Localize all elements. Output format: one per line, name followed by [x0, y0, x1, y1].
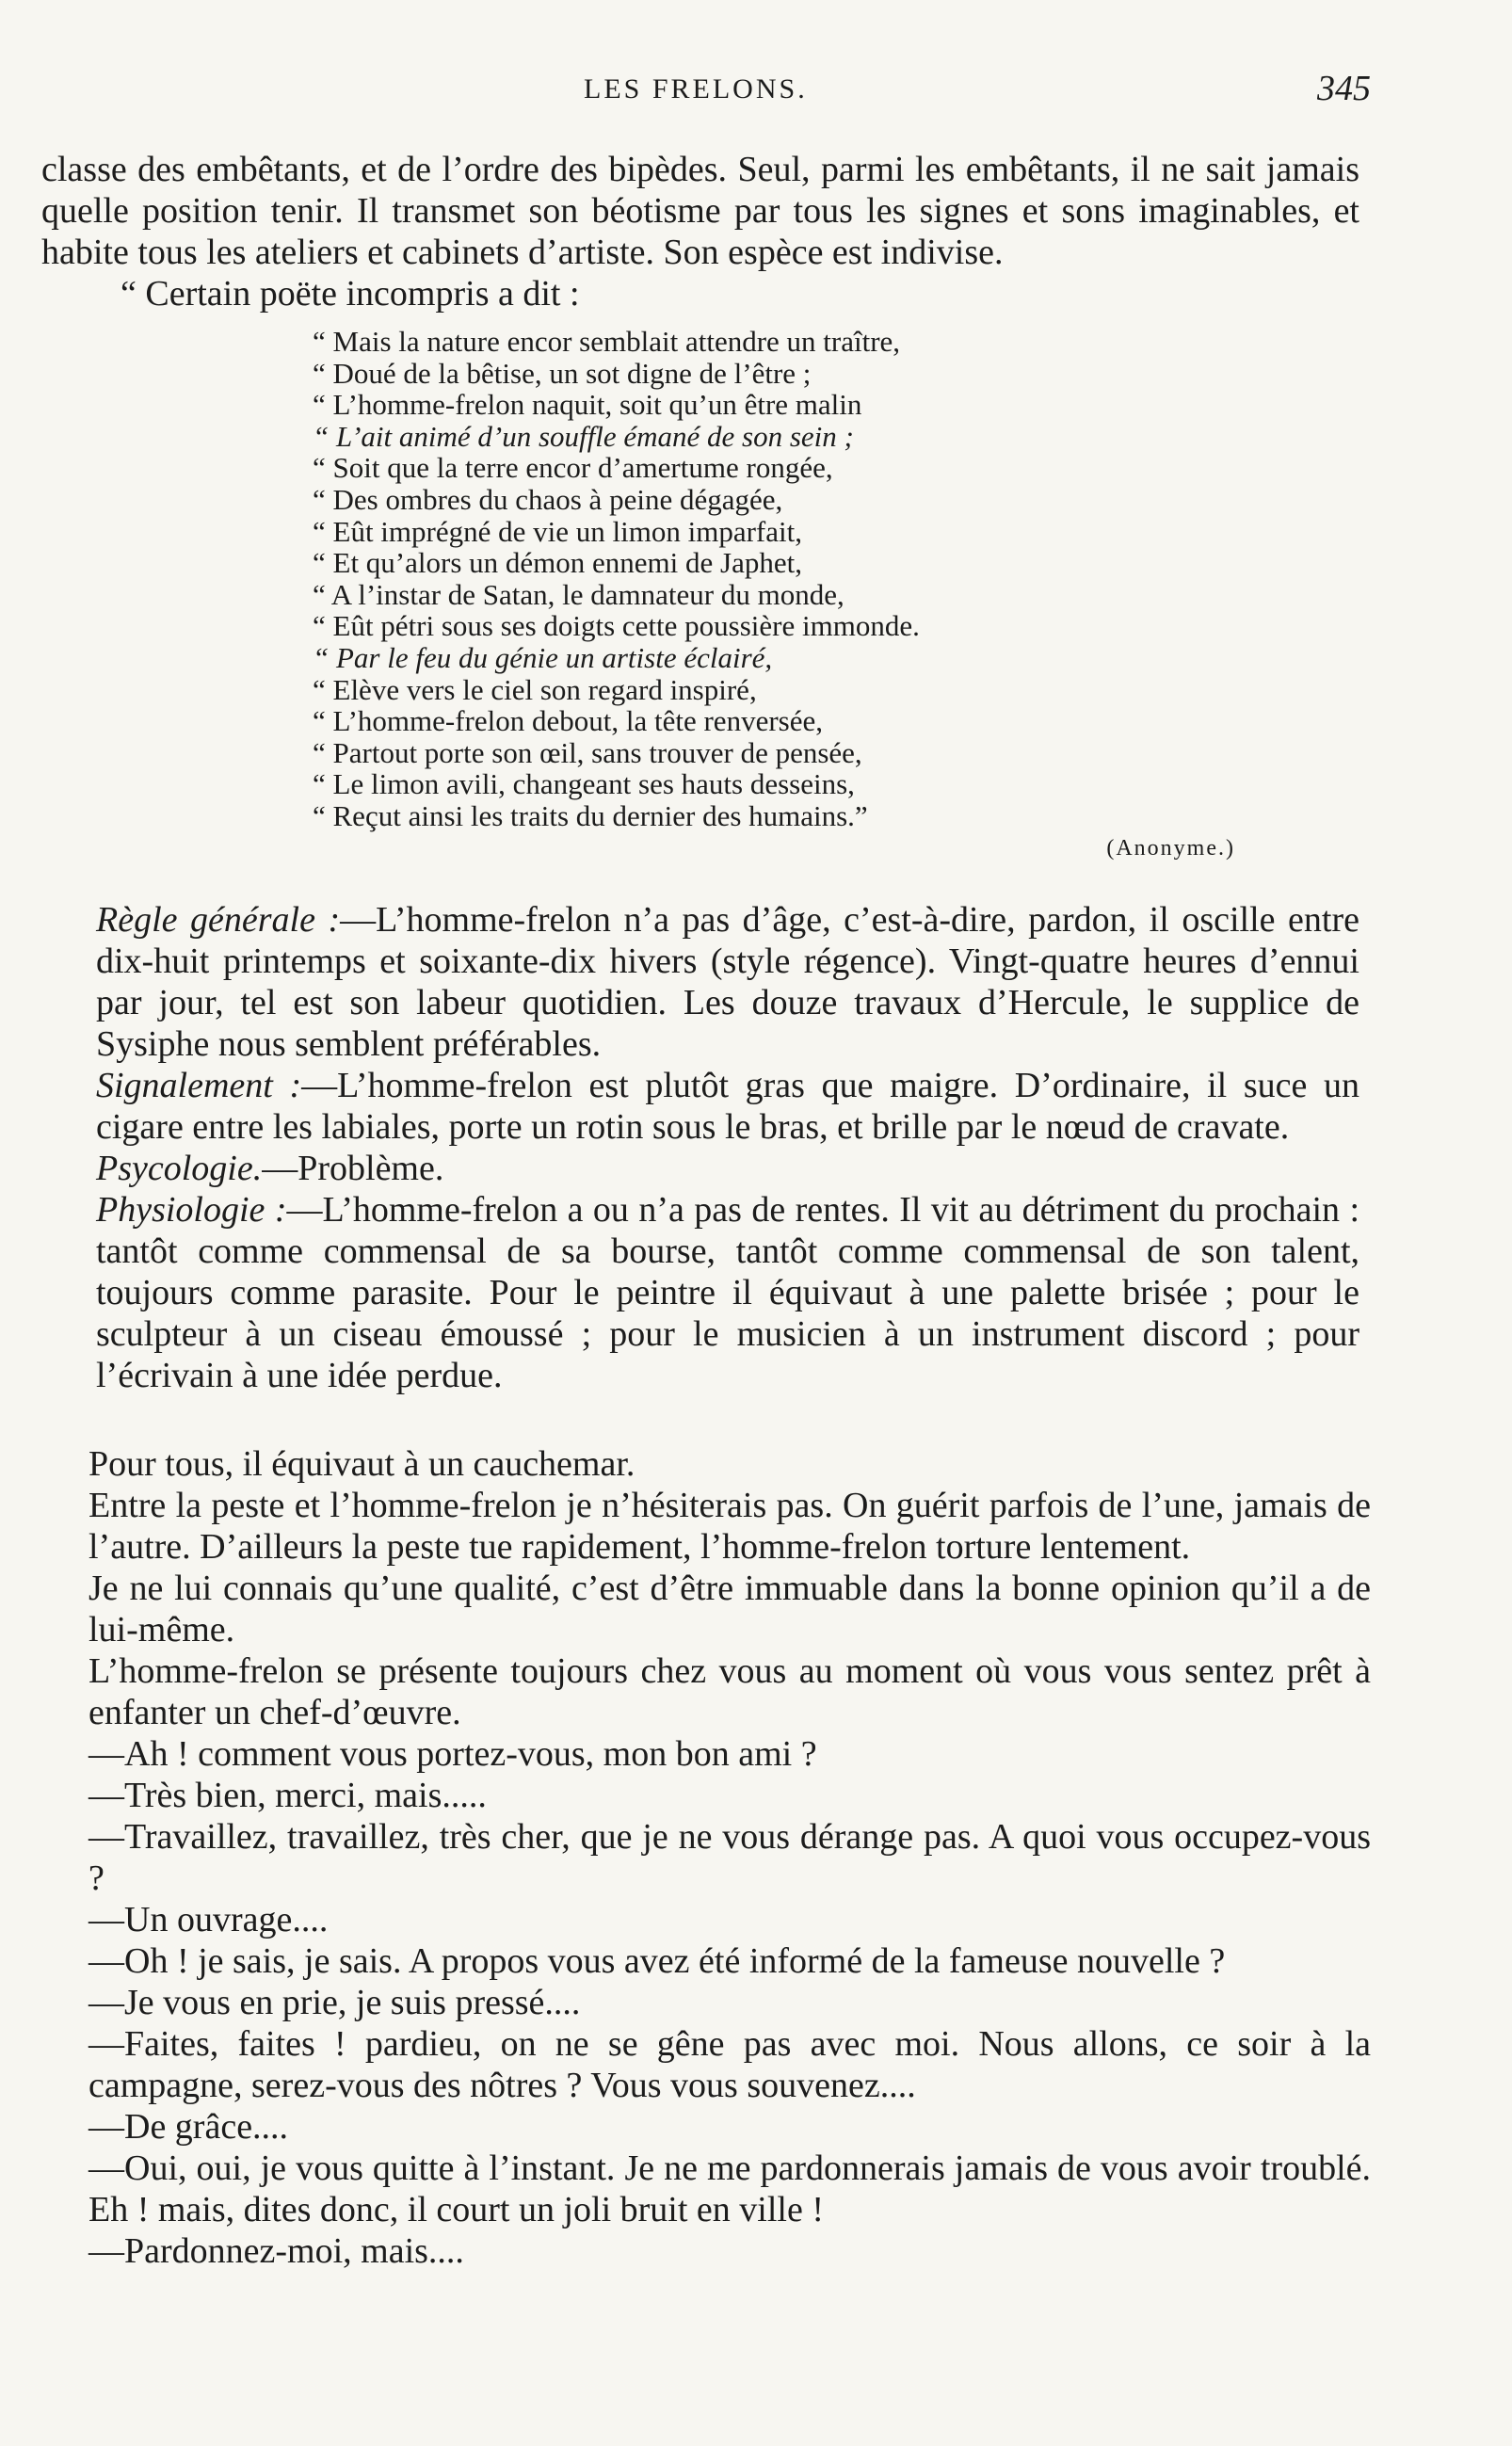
poem — [313, 326, 1273, 861]
body-paragraph: Pour tous, il équivaut à un cauchemar. — [88, 1444, 635, 1484]
poem-line: “ Par le feu du génie un artiste éclairé, — [313, 640, 773, 674]
section-regle-generale — [41, 899, 1359, 1065]
poem-line: “ Et qu’alors un démon ennemi de Japhet, — [313, 546, 802, 580]
poem-line: “ Elève vers le ciel son regard inspiré, — [313, 672, 757, 706]
poem-line: “ Partout porte son œil, sans trouver de pensée, — [313, 735, 862, 769]
poem-line: “ L’ait animé d’un souffle émané de son sein ; — [313, 419, 854, 453]
dialogue-line: —Je vous en prie, je suis pressé.... — [88, 1983, 581, 2022]
sections-block — [41, 899, 1359, 1396]
dialogue-line: —Oui, oui, je vous quitte à l’instant. Je ne me pardonnerais jamais de vous avoir troublé. Eh ! mais, dites donc, il court un joli bruit en ville ! — [88, 2148, 1371, 2229]
dialogue-line: —Faites, faites ! pardieu, on ne se gêne pas avec moi. Nous allons, ce soir à la campagne, serez-vous des nôtres ? Vous vous souvenez.... — [88, 2024, 1371, 2105]
quote-intro: “ Certain poëte incompris a dit : — [121, 274, 580, 314]
section-psycologie — [41, 1148, 1359, 1189]
dialogue-line: —Travaillez, travaillez, très cher, que je ne vous dérange pas. A quoi vous occupez-vous ? — [88, 1817, 1371, 1898]
section-label: Signalement : — [96, 1066, 302, 1105]
poem-line: “ L’homme-frelon naquit, soit qu’un être malin — [313, 388, 862, 422]
section-label: Règle générale : — [96, 900, 341, 940]
body-paragraph: L’homme-frelon se présente toujours chez vous au moment où vous vous sentez prêt à enfanter un chef-d’œuvre. — [88, 1651, 1371, 1732]
poem-line: “ Doué de la bêtise, un sot digne de l’être ; — [313, 356, 812, 390]
poem-line: “ Soit que la terre encor d’amertume rongée, — [313, 451, 833, 485]
dialogue-line: —Un ouvrage.... — [88, 1900, 329, 1939]
section-label: Physiologie : — [96, 1190, 287, 1230]
section-label: Psycologie. — [96, 1149, 263, 1188]
body-paragraph: Je ne lui connais qu’une qualité, c’est d’être immuable dans la bonne opinion qu’il a de lui-même. — [88, 1569, 1371, 1649]
dialogue-line: —De grâce.... — [88, 2107, 289, 2147]
page-header — [0, 69, 1512, 121]
dialogue-line: —Très bien, merci, mais..... — [88, 1776, 487, 1815]
section-signalement — [41, 1065, 1359, 1148]
intro-block — [41, 149, 1359, 314]
poem-line: “ Mais la nature encor semblait attendre un traître, — [313, 325, 901, 358]
page-number: 345 — [1317, 69, 1371, 108]
poem-line: “ L’homme-frelon debout, la tête renversée, — [313, 704, 823, 738]
dialogue-block — [34, 1443, 1371, 2272]
section-text: —Problème. — [262, 1149, 444, 1188]
section-text: —L’homme-frelon n’a pas d’âge, c’est-à-dire, pardon, il oscille entre dix-huit printemps et soixante-dix hivers (style régence). Vingt-quatre heures d’ennui par jour, tel est son labeur quotidien. Les douze travaux d’Hercule, le supplice de Sysiphe nous semblent préférables. — [96, 900, 1359, 1064]
body-paragraph: Entre la peste et l’homme-frelon je n’hésiterais pas. On guérit parfois de l’une, jamais de l’autre. D’ailleurs la peste tue rapidement, l’homme-frelon torture lentement. — [88, 1486, 1371, 1567]
running-title: LES FRELONS. — [584, 73, 808, 105]
poem-line: “ A l’instar de Satan, le damnateur du monde, — [313, 577, 844, 611]
poem-line: “ Eût pétri sous ses doigts cette poussière immonde. — [313, 609, 920, 643]
section-text: —L’homme-frelon est plutôt gras que maigre. D’ordinaire, il suce un cigare entre les labiales, porte un rotin sous le bras, et brille par le nœud de cravate. — [96, 1066, 1359, 1147]
intro-paragraph: classe des embêtants, et de l’ordre des bipèdes. Seul, parmi les embêtants, il ne sait jamais quelle position tenir. Il transmet son béotisme par tous les signes et sons imaginables, et habite tous les ateliers et cabinets d’artiste. Son espèce est indivise. — [41, 150, 1359, 272]
dialogue-line: —Oh ! je sais, je sais. A propos vous avez été informé de la fameuse nouvelle ? — [88, 1941, 1226, 1981]
poem-line: “ Le limon avili, changeant ses hauts desseins, — [313, 767, 855, 801]
dialogue-line: —Ah ! comment vous portez-vous, mon bon ami ? — [88, 1734, 817, 1774]
section-text: —L’homme-frelon a ou n’a pas de rentes. Il vit au détriment du prochain : tantôt comme commensal de sa bourse, tantôt comme commensal de son talent, toujours comme parasite. Pour le peintre il équivaut à une palette brisée ; pour le sculpteur à un ciseau émoussé ; pour le musicien à un instrument discord ; pour l’écrivain à une idée perdue. — [96, 1190, 1360, 1395]
dialogue-line: —Pardonnez-moi, mais.... — [88, 2231, 464, 2271]
poem-line: “ Des ombres du chaos à peine dégagée, — [313, 482, 783, 516]
poem-line: “ Eût imprégné de vie un limon imparfait, — [313, 514, 802, 548]
poem-attribution: (Anonyme.) — [1106, 835, 1235, 861]
section-physiologie — [41, 1189, 1359, 1396]
poem-line: “ Reçut ainsi les traits du dernier des humains.” — [313, 798, 868, 832]
